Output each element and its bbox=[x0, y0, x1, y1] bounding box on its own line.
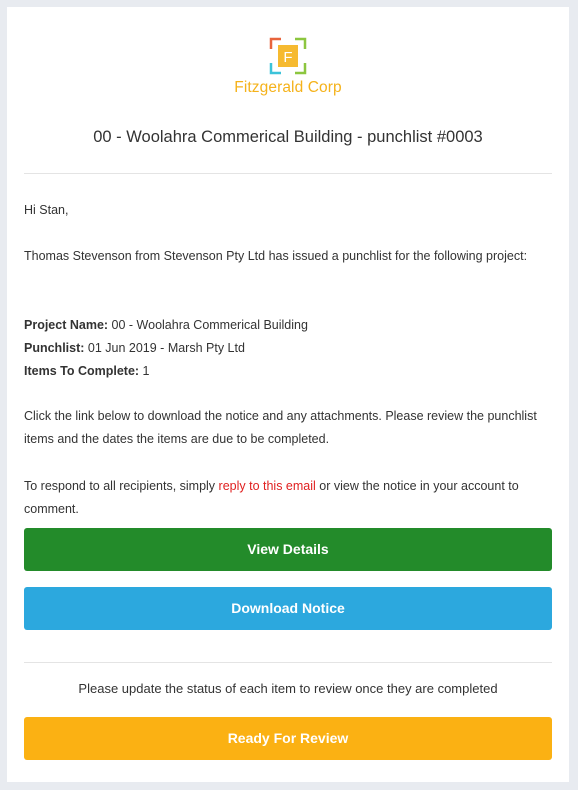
punchlist-value: 01 Jun 2019 - Marsh Pty Ltd bbox=[84, 341, 245, 355]
greeting: Hi Stan, bbox=[24, 203, 69, 217]
ready-for-review-button[interactable]: Ready For Review bbox=[24, 717, 552, 760]
download-notice-button[interactable]: Download Notice bbox=[24, 587, 552, 630]
brand-name: Fitzgerald Corp bbox=[234, 79, 342, 96]
footer-divider bbox=[24, 662, 552, 663]
brand-logo bbox=[7, 37, 569, 97]
punchlist-label: Punchlist: bbox=[24, 341, 85, 355]
email-card bbox=[7, 7, 569, 782]
respond-prefix: To respond to all recipients, simply bbox=[24, 479, 219, 493]
reply-email-link[interactable]: reply to this email bbox=[218, 479, 316, 493]
items-to-complete-value: 1 bbox=[139, 364, 150, 378]
header-divider bbox=[24, 173, 552, 174]
email-subject: 00 - Woolahra Commerical Building - punchlist #0003 bbox=[93, 128, 483, 146]
project-name-row bbox=[24, 314, 544, 337]
project-name-label: Project Name: bbox=[24, 318, 109, 332]
intro-paragraph: Thomas Stevenson from Stevenson Pty Ltd has issued a punchlist for the following project: bbox=[24, 249, 528, 263]
respond-paragraph bbox=[24, 475, 544, 521]
status-update-note: Please update the status of each item to review once they are completed bbox=[78, 681, 498, 696]
logo-letter: F bbox=[283, 49, 293, 66]
project-details bbox=[24, 314, 544, 383]
respond-suffix: or view the notice in your account to comment. bbox=[24, 479, 519, 516]
view-details-button[interactable]: View Details bbox=[24, 528, 552, 571]
items-to-complete-label: Items To Complete: bbox=[24, 364, 140, 378]
items-to-complete-row bbox=[24, 360, 544, 383]
punchlist-row bbox=[24, 337, 544, 360]
fitzgerald-logo-icon bbox=[269, 37, 307, 75]
instructions-paragraph: Click the link below to download the notice and any attachments. Please review the punchlist items and the dates the items are due to be completed. bbox=[24, 409, 537, 446]
project-name-value: 00 - Woolahra Commerical Building bbox=[108, 318, 308, 332]
